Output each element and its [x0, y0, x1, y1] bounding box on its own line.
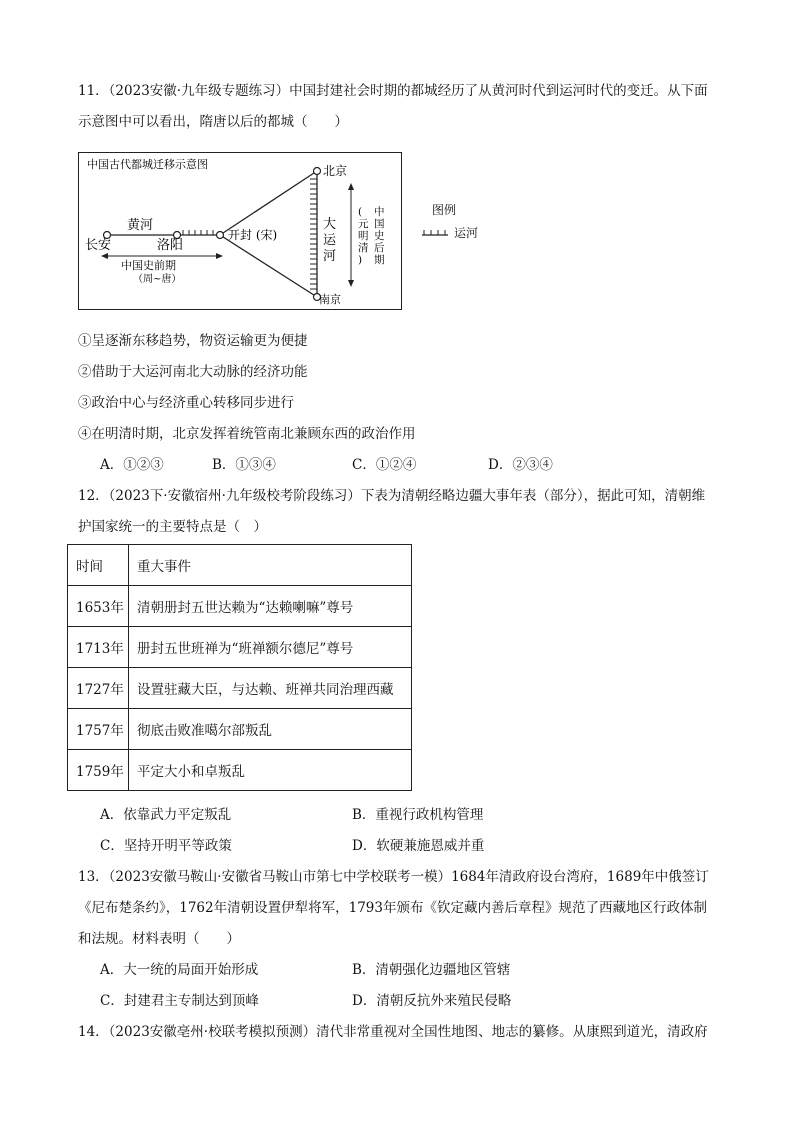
svg-text:): ): [358, 254, 363, 266]
q12-option-c[interactable]: C．坚持开明平等政策: [100, 838, 232, 854]
q11-item-2: ②借助于大运河南北大动脉的经济功能: [78, 364, 308, 380]
table-row: [68, 709, 412, 750]
svg-text:(: (: [358, 206, 363, 218]
q11-stem-line1: 11．（2023安徽·九年级专题练习）中国封建社会时期的都城经历了从黄河时代到运河时代的变迁。从下面: [78, 83, 708, 99]
kaifeng-node: [217, 232, 224, 239]
table-row: [68, 627, 412, 668]
q12-stem-line1: 12．（2023下·安徽宿州·九年级校考阶段练习）下表为清朝经略边疆大事年表（部分），据此可知，清朝维: [78, 488, 706, 504]
svg-text:期: 期: [374, 254, 385, 266]
q12-stem-line2: 护国家统一的主要特点是（ ）: [78, 519, 267, 535]
q12-option-d[interactable]: D．软硬兼施恩威并重: [352, 838, 485, 854]
q13-stem-line1: 13．（2023安徽马鞍山·安徽省马鞍山市第七中学校联考一模）1684年清政府设台湾府，1689年中俄签订: [78, 869, 709, 885]
q12-option-a[interactable]: A．依靠武力平定叛乱: [100, 807, 232, 823]
beijing-node: [314, 168, 321, 175]
table-header-cell: 时间: [68, 545, 129, 586]
svg-text:明: 明: [358, 230, 369, 242]
svg-text:清: 清: [358, 242, 369, 254]
luoyang-label: 洛阳: [157, 238, 184, 253]
q11-option-b[interactable]: B．①③④: [212, 457, 276, 473]
early-arrow-left-head: [101, 253, 108, 259]
legend-label: 运河: [454, 226, 479, 240]
later-arrow-bottom-head: [348, 280, 354, 287]
later-arrow-top-head: [348, 183, 354, 190]
table-cell-event: 平定大小和卓叛乱: [129, 750, 412, 791]
svg-text:运: 运: [323, 233, 337, 248]
early-arrow-right-head: [216, 253, 223, 259]
q12-option-b[interactable]: B．重视行政机构管理: [352, 807, 484, 823]
table-cell-year: 1759年: [68, 750, 129, 791]
diagram-svg: [79, 153, 403, 311]
later-period-label: [374, 205, 385, 266]
table-row: [68, 750, 412, 791]
table-cell-year: 1757年: [68, 709, 129, 750]
canal-legend-icon: [420, 225, 450, 237]
route-to-nanjing: [220, 235, 317, 297]
q11-option-a[interactable]: A．①②③: [100, 457, 164, 473]
q11-item-3: ③政治中心与经济重心转移同步进行: [78, 395, 294, 411]
table-cell-event: 彻底击败准噶尔部叛乱: [129, 709, 412, 750]
q13-option-b[interactable]: B．清朝强化边疆地区管辖: [352, 962, 511, 978]
canal-ticks-west: [183, 230, 213, 235]
q13-stem-line3: 和法规。材料表明（ ）: [78, 931, 240, 947]
q11-item-4: ④在明清时期，北京发挥着统管南北兼顾东西的政治作用: [78, 426, 416, 442]
table-cell-year: 1727年: [68, 668, 129, 709]
q11-option-d[interactable]: D．②③④: [488, 457, 553, 473]
early-dynasty-label: （周~唐）: [133, 274, 182, 285]
q13-stem-line2: 《尼布楚条约》，1762年清朝设置伊犁将军，1793年颁布《钦定藏内善后章程》规范了西藏地区行政体制: [78, 900, 707, 916]
capital-migration-diagram: [78, 152, 402, 310]
svg-text:中: 中: [374, 206, 385, 218]
kaifeng-label: 开封 (宋): [228, 228, 278, 242]
svg-text:元: 元: [358, 218, 369, 230]
early-period-label: 中国史前期: [121, 259, 176, 272]
q11-item-1: ①呈逐渐东移趋势，物资运输更为便捷: [78, 333, 308, 349]
diagram-title: 中国古代都城迁移示意图: [87, 158, 208, 171]
canal-ticks: [310, 179, 317, 289]
q11-option-c[interactable]: C．①②④: [352, 457, 417, 473]
q13-option-a[interactable]: A．大一统的局面开始形成: [100, 962, 259, 978]
q13-option-d[interactable]: D．清朝反抗外来殖民侵略: [352, 993, 512, 1009]
svg-text:后: 后: [374, 242, 385, 254]
later-dynasty-label: [358, 206, 369, 266]
events-table: [67, 544, 412, 791]
table-cell-event: 清朝册封五世达赖为“达赖喇嘛”尊号: [129, 586, 412, 627]
q14-stem-line1: 14．（2023安徽亳州·校联考模拟预测）清代非常重视对全国性地图、地志的纂修。从康熙到道光，清政府: [78, 1024, 708, 1040]
svg-text:河: 河: [323, 249, 337, 264]
table-cell-year: 1713年: [68, 627, 129, 668]
beijing-label: 北京: [323, 164, 348, 178]
svg-text:大: 大: [323, 217, 337, 232]
huanghe-label: 黄河: [127, 218, 154, 233]
route-to-beijing: [220, 171, 317, 235]
table-header-cell: 重大事件: [129, 545, 412, 586]
nanjing-label: 南京: [319, 293, 341, 306]
q13-option-c[interactable]: C．封建君主专制达到顶峰: [100, 993, 259, 1009]
dayunhe-label: [323, 216, 337, 264]
table-cell-event: 设置驻藏大臣，与达赖、班禅共同治理西藏: [129, 668, 412, 709]
legend-title: 图例: [432, 203, 457, 217]
table-row: [68, 668, 412, 709]
svg-text:史: 史: [374, 230, 385, 242]
q11-stem-line2: 示意图中可以看出，隋唐以后的都城（ ）: [78, 114, 348, 130]
svg-text:国: 国: [374, 218, 385, 230]
table-header-row: [68, 545, 412, 586]
table-cell-event: 册封五世班禅为“班禅额尔德尼”尊号: [129, 627, 412, 668]
changan-label: 长安: [85, 238, 112, 253]
table-row: [68, 586, 412, 627]
table-cell-year: 1653年: [68, 586, 129, 627]
